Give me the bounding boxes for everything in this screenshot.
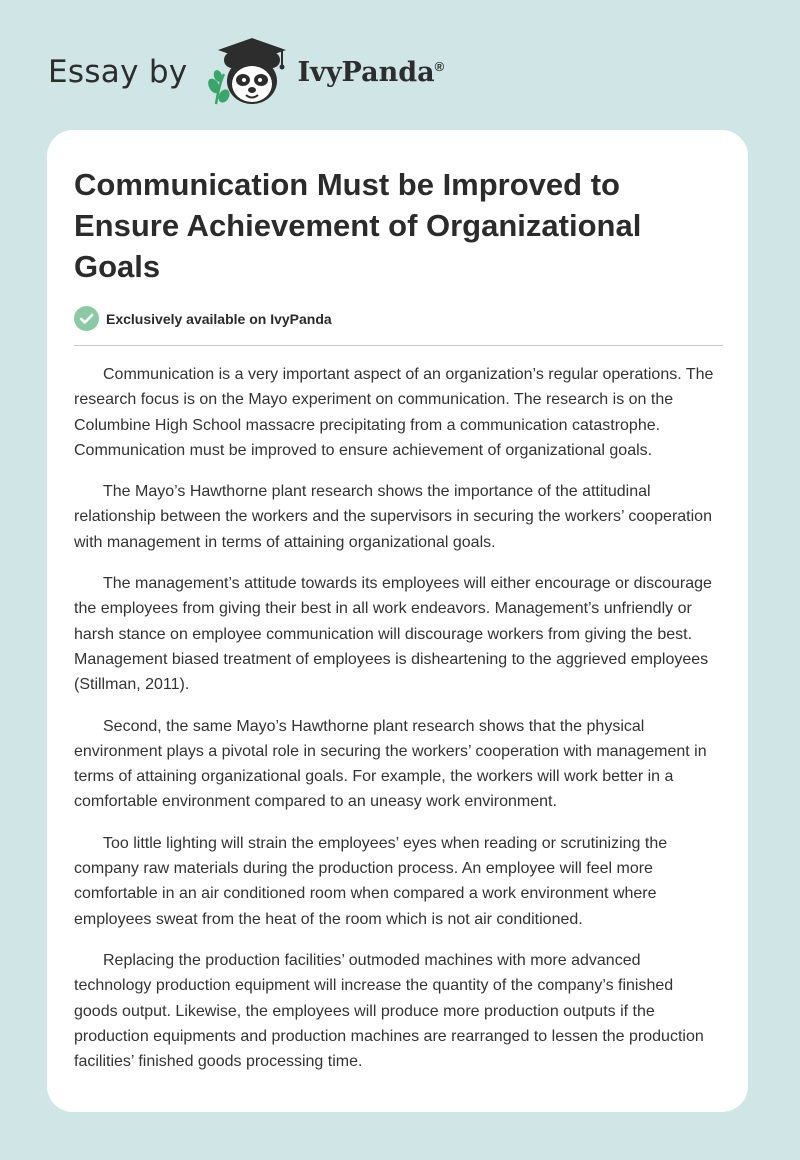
registered-mark: ® — [434, 58, 445, 74]
paragraph: Second, the same Mayo’s Hawthorne plant research shows that the physical environment plays a pivotal role in securing the workers’ cooperation with management in terms of attaining organizational goals. For example, the workers will work better in a comfortable environment compared to an uneasy work environment. — [74, 717, 707, 811]
paragraph: The management’s attitude towards its employees will either encourage or discourage the employees from giving their best in all work endeavors. Management’s unfriendly or harsh stance on employee communication will discourage workers from giving the best. Management biased treatment of employees is disheartening to the aggrieved employees (Stillman, 2011). — [74, 575, 712, 694]
brand-name-text: IvyPanda — [297, 56, 435, 88]
page-title: Communication Must be Improved to Ensure Achievement of Organizational Goals — [74, 167, 642, 284]
paragraph: Replacing the production facilities’ outmoded machines with more advanced technology production equipment will increase the quantity of the company’s finished goods output. Likewise, the employees will produce more production outputs if the production equipments and production machines are rearranged to lessen the production facilities’ finished goods processing time. — [74, 951, 704, 1071]
paragraph: Too little lighting will strain the employees’ eyes when reading or scrutinizing the company raw materials during the production process. An employee will feel more comfortable in an air conditioned room when compared a work environment where employees sweat from the heat of the room which is not air conditioned. — [74, 834, 668, 928]
exclusive-badge-text: Exclusively available on IvyPanda — [106, 310, 332, 327]
brand-name[interactable] — [298, 57, 445, 88]
essay-body — [74, 362, 720, 1090]
divider — [74, 345, 723, 346]
paragraph: The Mayo’s Hawthorne plant research shows the importance of the attitudinal relationship between the workers and the supervisors in securing the workers’ cooperation with management in terms of attaining organizational goals. — [74, 483, 712, 551]
essay-by-label: Essay by — [48, 54, 188, 90]
exclusive-badge — [74, 306, 332, 331]
panda-graduate-logo-icon[interactable] — [202, 34, 294, 110]
essay-card — [47, 130, 748, 1112]
site-header — [48, 34, 444, 110]
check-circle-icon — [74, 306, 99, 331]
paragraph: Communication is a very important aspect of an organization’s regular operations. The research focus is on the Mayo experiment on communication. The research is on the Columbine High School massacre precipitating from a communication catastrophe. Communication must be improved to ensure achievement of organizational goals. — [74, 366, 714, 459]
